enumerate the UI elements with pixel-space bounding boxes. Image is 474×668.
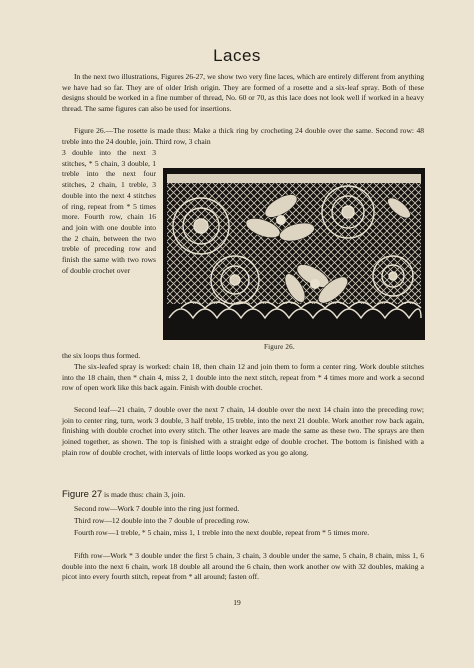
intro-paragraph: In the next two illustrations, Figures 26-27, we show two very fine laces, which are entirely different from anything we have had so far. They are of older Irish origin. They are formed of a rosette and a six-leaf spray. Both of these designs should be worked in a fine number of thread, No. 60 or 70, as this lace does not look well if worked in a heavy thread. The same figures can also be used for insertions. [62,72,424,114]
lace-figure-26-image [163,168,425,340]
spray-paragraph: The six-leafed spray is worked: chain 18, then chain 12 and join them to form a center ring. Work double stitches into the 18 chain, then * chain 4, miss 2, 1 double into the next stitch, repeat from * 4 times more and work a second row of open work like this back again. Finish with double crochet. [62,362,424,393]
figure-27-heading [62,490,424,501]
page-number: 19 [233,598,241,607]
third-row-text: Third row—12 double into the 7 double of preceding row. [74,516,250,525]
figure-26-opening: Figure 26.—The rosette is made thus: Make a thick ring by crocheting 24 double over the same. Second row: 48 treble into the 24 double, join. Third row, 3 chain [62,126,424,146]
figure-27-label: Figure 27 [62,489,103,500]
fifth-row-text: Fifth row—Work * 3 double under the first 5 chain, 3 chain, 3 double under the same, 5 chain, 8 chain, miss 1, 6 double into the next 6 chain, work 18 double all around the 6 chain, then work another ow with 32 doubles, making a picot into every fourth stitch, repeat from * all around; fasten off. [62,551,424,582]
page-title: Laces [213,46,261,65]
figure-26-instructions-column: 3 double into the next 3 stitches, * 5 chain, 3 double, 1 treble into the next four stitches, 2 chain, 1 treble, 3 double into the next 4 stitches of ring, repeat from * 5 times more. Fourth row, chain 16 and join with one double into the 2 chain, between the two treble of preceding row and finish the same with two rows of double crochet over [62,148,156,275]
fourth-row-text: Fourth row—1 treble, * 5 chain, miss 1, 1 treble into the next double, repeat from * 5 times more. [74,528,370,537]
second-leaf-paragraph: Second leaf—21 chain, 7 double over the next 7 chain, 14 double over the next 14 chain into the preceding row; join to center ring, turn, work 3 double, 3 half treble, 15 treble, into the next 21 double. Work another row back again, finishing with double crochet into every stitch. The other leaves are made the same as these two. The sprays are then joined together, as shown. The top is finished with a straight edge of double crochet. The bottom is finished with a plain row of double crochet, with intervals of little loops worked as you go along. [62,405,424,457]
figure-26-caption: Figure 26. [264,343,295,351]
second-row-text: Second row—Work 7 double into the ring just formed. [74,504,240,513]
figure-27-intro: is made thus: chain 3, join. [102,490,186,499]
figure-26-closing: the six loops thus formed. [62,351,141,360]
